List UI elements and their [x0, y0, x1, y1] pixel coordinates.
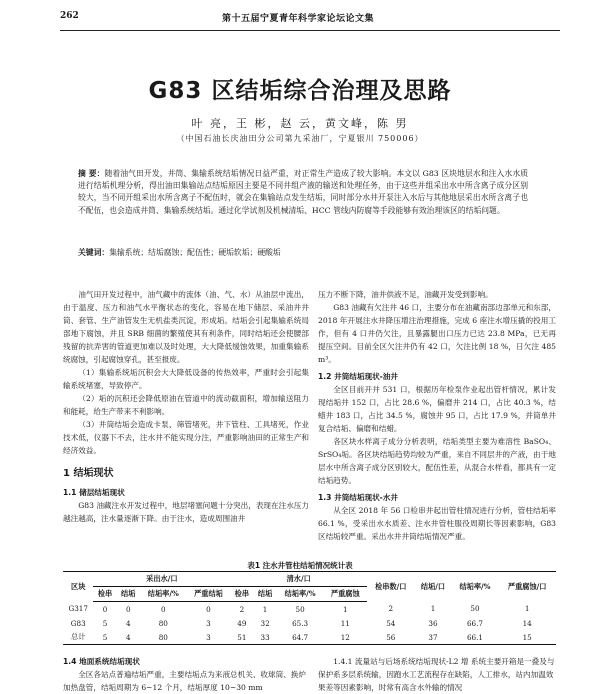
- table-cell: 80: [140, 630, 187, 645]
- effect-item-3: （3）井筒结垢会造成卡泵、筛管堵死，井下管柱、工具堵死，作业技术低，仪器下不去，注水井不能实现分注，严重影响油田的正常生产和经济效益。: [63, 420, 309, 455]
- table-cell: 50: [295, 604, 305, 614]
- table-row: [63, 616, 556, 630]
- page-number: 262: [60, 11, 79, 21]
- table-cell: 0: [102, 604, 108, 614]
- left-column: [63, 288, 309, 525]
- table-cell: G317: [68, 604, 88, 614]
- table-subheader: 结垢率/%: [140, 587, 187, 602]
- table-cell: 51: [230, 630, 253, 645]
- table-cell: 33: [253, 630, 276, 645]
- table-cell: 11: [340, 618, 350, 628]
- table-subheader: 检串: [230, 587, 253, 602]
- paper-title: G83 区结垢综合治理及思路: [148, 78, 452, 104]
- table-cell: 1: [262, 604, 268, 614]
- table-header-serious-corrosion: 严重腐蚀/口: [498, 572, 556, 602]
- subsection-heading-1-1: 1.1 储层结垢现状: [63, 488, 125, 497]
- table-header-scale-count: 结垢/口: [414, 572, 451, 602]
- scale-type-paragraph: 各区块水样离子成分分析表明，结垢类型主要为难溶性 BaSO₄、SrSO₄垢。各区块结垢趋势均较为严重，来自不同层井的产液，由于地层水中所含离子成分区别较大，配伍性差，从混合水样看，都具有一定结垢趋势。: [318, 437, 556, 485]
- oil-well-paragraph: 全区目前开井 531 口，根据历年检泵作业起出管杆情况，累计发现结垢井 152 口，占比 28.6 %，偏磨井 214 口，占比 40.3 %，结蜡井 183 口，占比 34.5 %，腐蚀井 95 口，占比 17.9 %，并筒单井复合结垢、偏磨和结蜡。: [318, 385, 556, 433]
- table-cell: 5: [102, 618, 108, 628]
- table-subheader: 检串: [93, 587, 116, 602]
- table-header-produced-water: 采出水/口: [93, 572, 230, 587]
- table-subheader: 结垢: [117, 587, 140, 602]
- table-cell: 0: [160, 604, 166, 614]
- table-cell: 5: [93, 630, 116, 645]
- table-cell: 1: [343, 604, 348, 614]
- table-cell: 80: [158, 618, 168, 628]
- table-cell: G83: [70, 618, 86, 628]
- abstract-text: 随着油气田开发，井筒、集输系统结垢情况日益严重，对正常生产造成了较大影响。本文以 G83 区块地层水和注入水水质进行结垢机理分析，得出油田集输站点结垢原因主要是不同井组产液的输送和处理任务，由于这些并组采出水中所含离子成分区别较大，当不同开组采出水所含离子不配伍时，就会在集输站点发生结垢，同时部分水井开泵注入水后与其他地层采出水所含离子也不配伍，也会造成井筒、集输系统结垢。通过化学试剂及机械清垢、HCC 管线内防腐等手段能够有效治理该区的结垢问题。: [78, 169, 528, 215]
- table-cell: 36: [428, 618, 438, 628]
- table-cell: 66.1: [452, 630, 499, 645]
- surface-system-paragraph: 全区各站点普遍结垢严重，主要结垢点为来液总机关、收球筒、换炉加热盘管，结垢周期为 6~12 个月，结垢厚度 10~30 mm: [63, 670, 306, 692]
- table-cell: 2: [388, 604, 394, 614]
- keywords-text: 集输系统；结垢腐蚀；配伍性；硬垢软垢；硬酸垢: [109, 248, 281, 257]
- table-cell: 1: [430, 604, 436, 614]
- table-body: [63, 602, 556, 645]
- table-subheader: 结垢: [253, 587, 276, 602]
- bottom-right-column: [318, 655, 556, 694]
- table-cell: 65.3: [292, 618, 309, 628]
- water-well-paragraph: 从全区 2018 年 56 口检串井起出管柱情况进行分析，管柱结垢率 66.1 %，受采出水水质差、注水井管柱服役周期长等因素影响，G83 区结垢较严重。采出水井井筒结垢情况严重。: [318, 506, 556, 541]
- keywords-label: 关键词：: [78, 248, 110, 257]
- table-subheader: 严重结垢: [187, 587, 231, 602]
- table-cell: 12: [324, 630, 368, 645]
- table-cell: 1: [524, 604, 530, 614]
- affiliation: （中国石油长庆油田分公司第九采油厂，宁夏银川 750006）: [176, 134, 424, 143]
- table-cell: 37: [414, 630, 451, 645]
- table-subheader: 严重腐蚀: [324, 587, 368, 602]
- table-cell: 49: [237, 618, 247, 628]
- authors: 叶 亮，王 彬，赵 云，黄文峰，陈 男: [191, 117, 409, 130]
- section-heading-1: 1 结垢现状: [63, 468, 114, 479]
- table-row: [63, 602, 556, 617]
- table-cell: 56: [367, 630, 414, 645]
- table-cell: 15: [498, 630, 556, 645]
- scale-statistics-table: [63, 571, 556, 645]
- table-cell: 50: [470, 604, 480, 614]
- abstract: [78, 168, 528, 217]
- table-header-scale-rate: 结垢率/%: [452, 572, 499, 602]
- table-cell: 32: [260, 618, 270, 628]
- table-cell: 0: [125, 604, 131, 614]
- station-paragraph: 1.4.1 流量站与后场系统结垢现状-L2 增 系统主要开箱是一叠及与保护系多层系统输，因跑水工艺流程存在缺陷，人工排水，站内加温效果差等因素影响，时常有高含水外输的情况: [318, 657, 555, 692]
- table-cell: 14: [522, 618, 532, 628]
- effect-item-1: （1）集输系统垢沉积会大大降低设备的传热效率，严重时会引起集输系统堵塞，导致停产。: [63, 368, 309, 390]
- table-cell: 4: [117, 630, 140, 645]
- continued-paragraph: 压力不断下降，油井供液不足，油藏开发受到影响。: [318, 290, 493, 299]
- table-cell: 0: [206, 604, 211, 614]
- table-cell: 54: [386, 618, 396, 628]
- table-cell: 2: [239, 604, 245, 614]
- right-column: [318, 288, 556, 543]
- running-header: [60, 8, 560, 31]
- table-cell: 66.7: [466, 618, 483, 628]
- subsection-heading-1-3: 1.3 井筒结垢现状-水井: [318, 493, 398, 502]
- subsection-heading-1-2: 1.2 井筒结垢现状-油井: [318, 372, 398, 381]
- underinjection-paragraph: G83 油藏有欠注井 46 口，主要分布在油藏南部边部单元和东部，2018 年开展注水井降压增注治理措施，完成 6 座注水增压撬的投用工作，但有 4 口井仍欠注，且暴露腿出口压力已达 23.8 MPa，已无再提压空间。目前全区欠注井仍有 42 口，欠注比例 18 %，日欠注 485 m³。: [318, 303, 556, 364]
- table-cell: 64.7: [277, 630, 324, 645]
- table-cell: 总计: [63, 630, 93, 645]
- table-row: [63, 630, 556, 645]
- table-header-well-count: 检串数/口: [367, 572, 414, 602]
- bottom-left-column: [63, 655, 309, 694]
- table-cell: 4: [125, 618, 131, 628]
- journal-title: 第十五届宁夏青年科学家论坛论文集: [222, 14, 375, 24]
- effect-item-2: （2）垢的沉积还会降低原油在管道中的流动截面积，增加输送阻力和能耗，给生产带来不利影响。: [63, 394, 309, 416]
- table-cell: 3: [187, 630, 231, 645]
- table-header-clean-water: 清水/口: [230, 572, 367, 587]
- keywords: [78, 247, 528, 258]
- table-caption: 表1 注水井管柱结垢情况统计表: [247, 561, 353, 570]
- table-header-block: 区块: [63, 572, 93, 602]
- subsection-heading-1-4: 1.4 地面系统结垢现状: [63, 657, 140, 666]
- table-cell: 3: [206, 618, 211, 628]
- table-subheader: 结垢率/%: [277, 587, 324, 602]
- intro-paragraph: 油气田开发过程中，油气藏中的流体（油、气、水）从油层中流出，由于温度、压力和油气水平衡状态的变化，容易在地下储层、采油井井筒、套管、生产油管发生无机盐类沉淀，形成垢。结垢会引起集输系统局部地下腐蚀，并且 SRB 细菌的繁殖使其有利条件，同时结垢还会使腰部残留的抗弄害的管道更加难以及时处理，大大降低缓蚀效果，加重集输系统腐蚀，引起腐蚀穿孔，甚至报废。: [63, 290, 309, 364]
- abstract-label: 摘 要：: [78, 169, 105, 178]
- reservoir-paragraph: G83 油藏注水开发过程中，地层堵塞问题十分突出，表现在注水压力越注越高，注水量逐渐下降。由于注水，造成周围油井: [63, 501, 309, 523]
